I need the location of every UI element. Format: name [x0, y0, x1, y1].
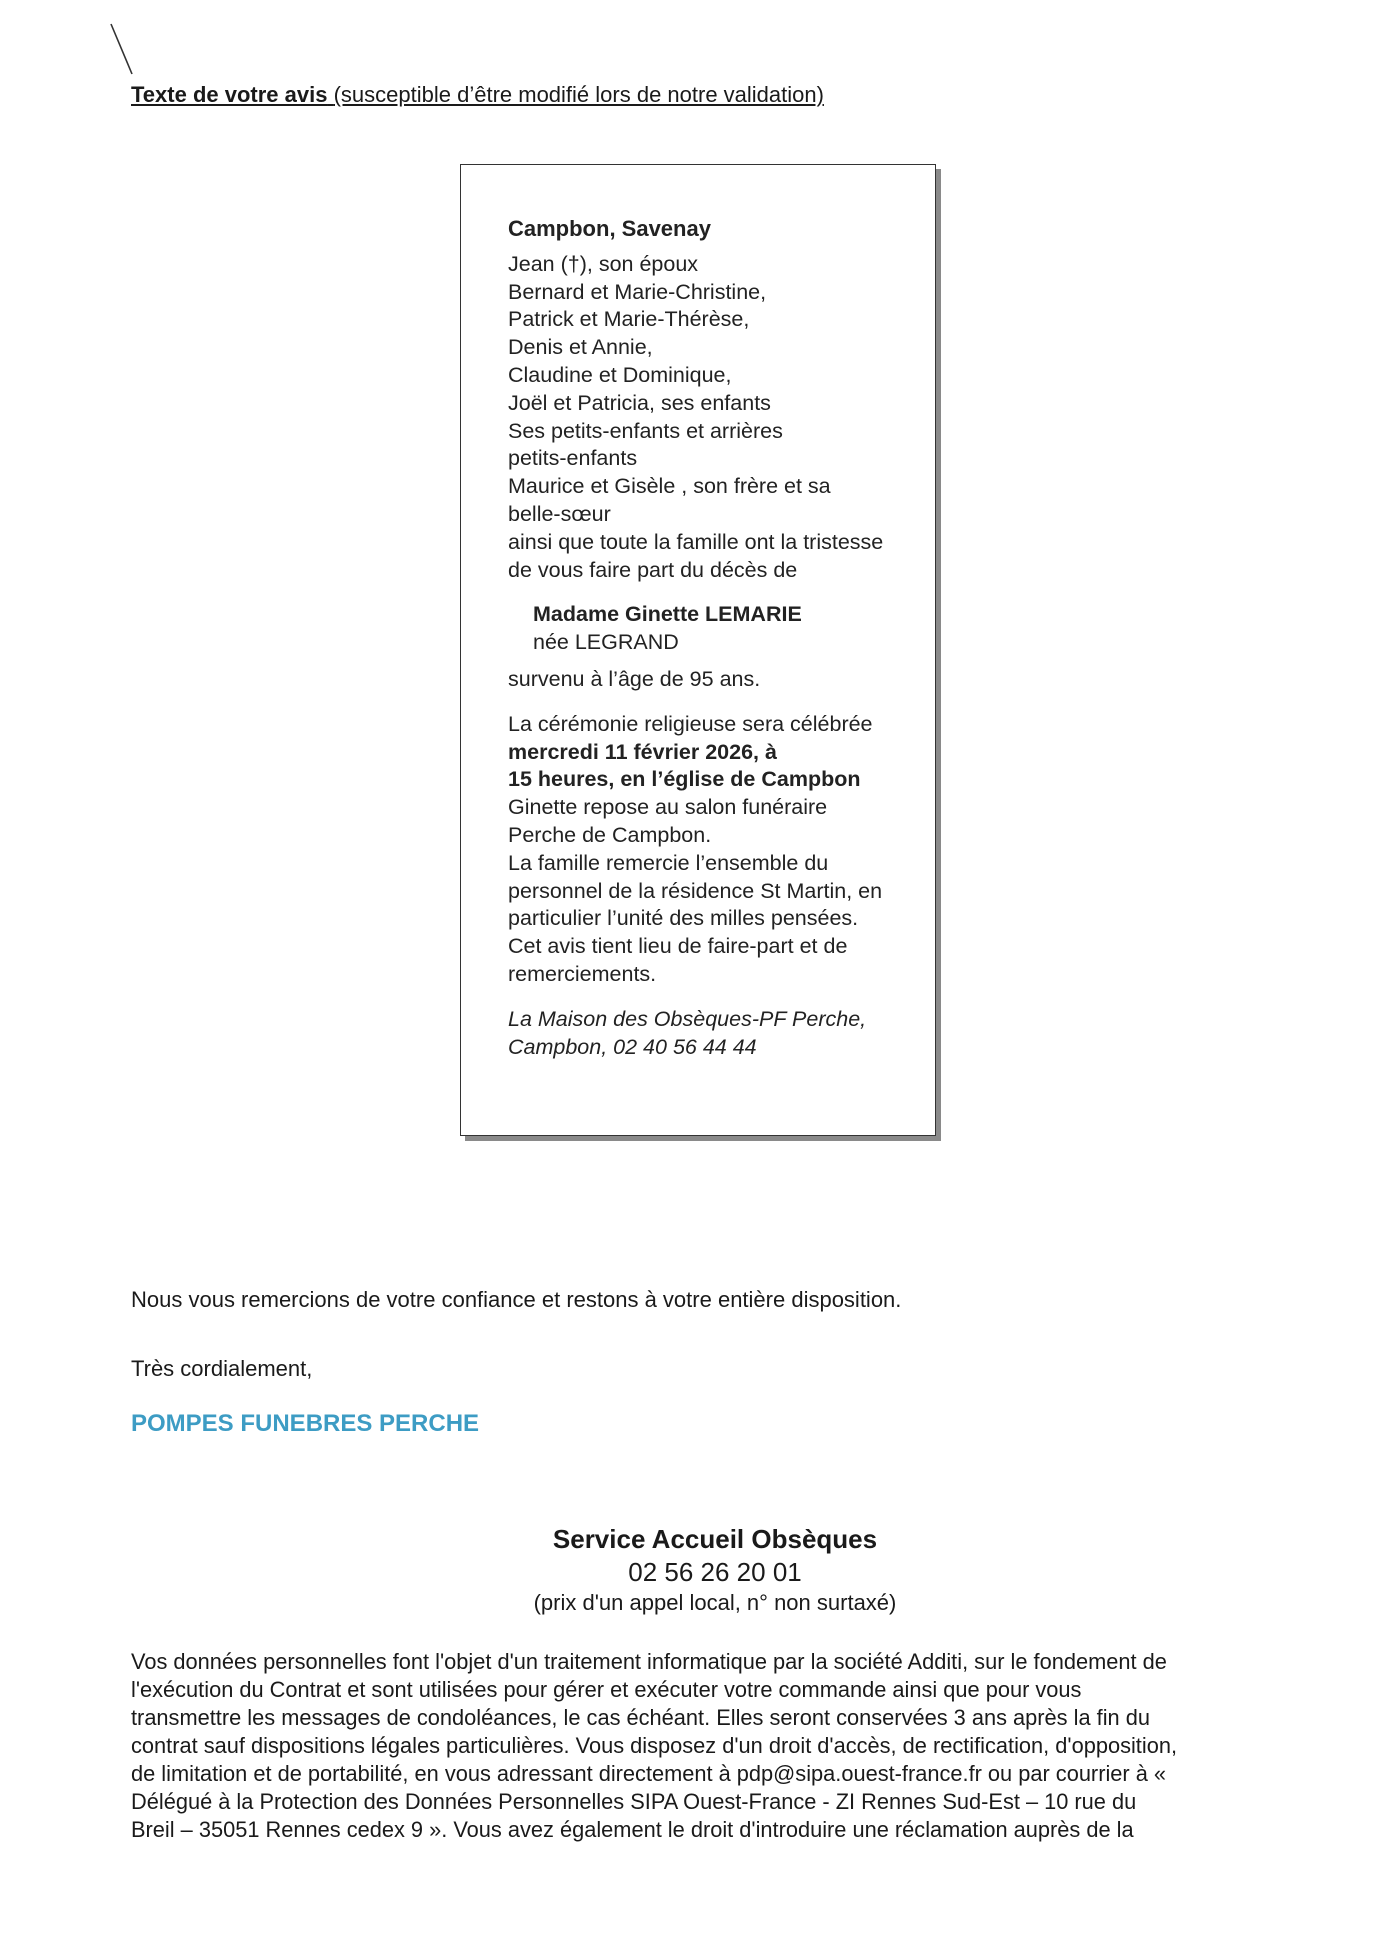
heading-note: (susceptible d’être modifié lors de notre validation)	[333, 82, 824, 107]
family-list	[508, 251, 928, 585]
service-phone: 02 56 26 20 01	[628, 1557, 802, 1587]
notice-line: remerciements.	[508, 961, 657, 986]
notice-line: personnel de la résidence St Martin, en	[508, 878, 883, 903]
family-line: Jean (†), son époux	[508, 251, 699, 276]
notice-line: particulier l’unité des milles pensées.	[508, 906, 859, 931]
service-contact	[0, 1524, 1377, 1616]
family-line: Patrick et Marie-Thérèse,	[508, 307, 750, 332]
notice-line: La famille remercie l’ensemble du	[508, 850, 829, 875]
service-title: Service Accueil Obsèques	[552, 1524, 878, 1554]
privacy-notice	[131, 1648, 1177, 1844]
notice-place: Campbon, Savenay	[508, 216, 711, 241]
heading-title: Texte de votre avis	[131, 82, 328, 107]
notice-line: Cet avis tient lieu de faire-part et de	[508, 934, 848, 959]
ceremony-intro: La cérémonie religieuse sera célébrée	[508, 711, 873, 736]
privacy-line: Vos données personnelles font l'objet d'un traitement informatique par la société Additi, sur le fondement de	[131, 1649, 1167, 1674]
signature-line: Campbon, 02 40 56 44 44	[508, 1034, 757, 1059]
family-line: de vous faire part du décès de	[508, 557, 798, 582]
ceremony-place: 15 heures, en l’église de Campbon	[508, 767, 861, 792]
maiden-name: née LEGRAND	[533, 630, 679, 655]
family-line: belle-sœur	[508, 501, 611, 526]
company-name: POMPES FUNEBRES PERCHE	[131, 1410, 480, 1437]
regards-text: Très cordialement,	[131, 1356, 313, 1381]
family-line: Denis et Annie,	[508, 335, 653, 360]
family-line: ainsi que toute la famille ont la tristesse	[508, 529, 884, 554]
family-line: Bernard et Marie-Christine,	[508, 279, 767, 304]
family-line: Maurice et Gisèle , son frère et sa	[508, 474, 831, 499]
age-line: survenu à l’âge de 95 ans.	[508, 666, 761, 691]
service-note: (prix d'un appel local, n° non surtaxé)	[533, 1590, 897, 1615]
deceased-name: Madame Ginette LEMARIE	[533, 602, 802, 627]
ceremony-date: mercredi 11 février 2026, à	[508, 739, 777, 764]
privacy-line: Breil – 35051 Rennes cedex 9 ». Vous avez également le droit d'introduire une réclamation auprès de la	[131, 1817, 1134, 1842]
thanks-text: Nous vous remercions de votre confiance et restons à votre entière disposition.	[131, 1287, 902, 1312]
privacy-line: transmettre les messages de condoléances, le cas échéant. Elles seront conservées 3 ans après la fin du	[131, 1705, 1150, 1730]
notice-line: Ginette repose au salon funéraire	[508, 795, 828, 820]
obituary-notice-box	[460, 164, 936, 1136]
family-line: Ses petits-enfants et arrières	[508, 418, 783, 443]
family-line: Joël et Patricia, ses enfants	[508, 390, 771, 415]
pen-stroke-mark	[108, 22, 148, 82]
notice-heading	[131, 82, 824, 108]
family-line: Claudine et Dominique,	[508, 362, 732, 387]
notice-line: Perche de Campbon.	[508, 822, 712, 847]
privacy-line: de limitation et de portabilité, en vous adressant directement à pdp@sipa.ouest-france.fr ou par courrier à «	[131, 1761, 1167, 1786]
privacy-line: contrat sauf dispositions légales particulières. Vous disposez d'un droit d'accès, de rectification, d'opposition,	[131, 1733, 1178, 1758]
privacy-line: l'exécution du Contrat et sont utilisées pour gérer et exécuter votre commande ainsi que pour vous	[131, 1677, 1082, 1702]
privacy-line: Délégué à la Protection des Données Personnelles SIPA Ouest-France - ZI Rennes Sud-Est – 10 rue du	[131, 1789, 1137, 1814]
signature-line: La Maison des Obsèques-PF Perche,	[508, 1006, 867, 1031]
family-line: petits-enfants	[508, 446, 638, 471]
